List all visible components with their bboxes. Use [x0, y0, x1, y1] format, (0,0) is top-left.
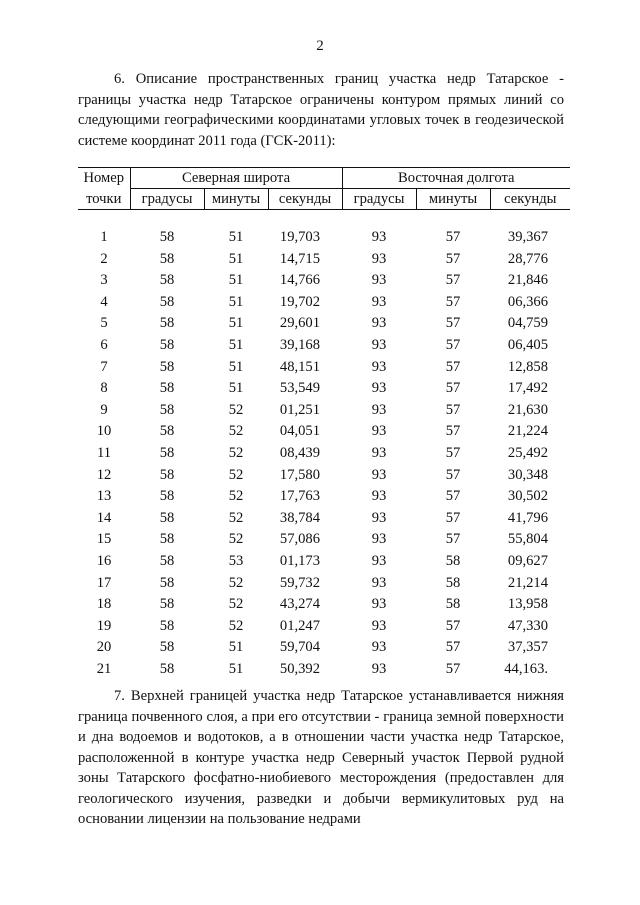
cell-north-min: 51	[228, 639, 244, 656]
cell-point-number: 21	[96, 660, 112, 677]
table-row	[78, 378, 570, 400]
cell-east-sec: 21,214	[507, 574, 549, 591]
cell-east-sec: 21,630	[507, 401, 549, 418]
cell-north-min: 51	[228, 336, 244, 353]
page-number: 2	[316, 38, 324, 54]
cell-north-deg: 58	[159, 229, 175, 245]
table-row	[78, 443, 570, 465]
cell-east-sec: 06,366	[507, 293, 549, 310]
cell-east-min: 57	[445, 466, 461, 483]
header-point-sub: точки	[78, 189, 130, 210]
cell-point-number: 2	[100, 250, 108, 267]
cell-point-number: 14	[96, 509, 112, 526]
cell-point-number: 20	[96, 639, 112, 656]
cell-point-number: 13	[96, 488, 112, 505]
cell-east-min: 57	[445, 272, 461, 289]
cell-north-sec: 19,703	[279, 229, 321, 245]
cell-east-sec: 06,405	[507, 336, 549, 353]
cell-east-deg: 93	[371, 229, 387, 245]
table-row	[78, 270, 570, 292]
cell-north-min: 51	[228, 660, 244, 677]
header-east-sec: секунды	[490, 189, 570, 210]
cell-east-deg: 93	[371, 250, 387, 267]
cell-north-deg: 58	[159, 315, 175, 332]
cell-east-sec: 39,367	[507, 229, 549, 245]
cell-east-min: 58	[445, 596, 461, 613]
cell-north-sec: 04,051	[279, 423, 321, 440]
cell-east-min: 57	[445, 380, 461, 397]
section-7-paragraph: 7. Верхней границей участка недр Татарское устанавливается нижняя граница почвенного слоя, а при его отсутствии - граница земной поверхности и дна водоемов и водотоков, а в отношении части участка недр Татарское, расположенной в контуре участка недр Северный участок Первой рудной зоны Татарского фосфатно-ниобиевого месторождения (предоставлен для геологического изучения, разведки и добычи вермикулитовых руд на основании лицензии на пользование недрами	[78, 688, 564, 827]
cell-north-min: 51	[228, 358, 244, 375]
cell-north-deg: 58	[159, 293, 175, 310]
header-north-deg: градусы	[130, 189, 204, 210]
cell-point-number: 5	[100, 315, 108, 332]
cell-point-number: 19	[96, 617, 112, 634]
cell-east-deg: 93	[371, 336, 387, 353]
header-east-min: минуты	[416, 189, 490, 210]
table-row	[78, 529, 570, 551]
cell-north-min: 52	[228, 596, 244, 613]
cell-north-deg: 58	[159, 574, 175, 591]
cell-north-min: 52	[228, 509, 244, 526]
cell-east-sec: 13,958	[507, 596, 549, 613]
table-row	[78, 508, 570, 530]
cell-north-sec: 19,702	[279, 293, 321, 310]
cell-east-deg: 93	[371, 293, 387, 310]
cell-north-min: 52	[228, 488, 244, 505]
cell-east-sec: 47,330	[507, 617, 549, 634]
cell-north-deg: 58	[159, 423, 175, 440]
cell-east-sec: 17,492	[507, 380, 549, 397]
cell-east-deg: 93	[371, 660, 387, 677]
cell-east-min: 57	[445, 358, 461, 375]
cell-north-min: 52	[228, 617, 244, 634]
cell-east-min: 57	[445, 229, 461, 245]
cell-east-deg: 93	[371, 358, 387, 375]
table-row	[78, 486, 570, 508]
cell-north-sec: 50,392	[279, 660, 321, 677]
table-row	[78, 465, 570, 487]
cell-north-sec: 43,274	[279, 596, 321, 613]
cell-north-sec: 59,704	[279, 639, 321, 656]
cell-east-sec: 30,348	[507, 466, 549, 483]
cell-north-sec: 39,168	[279, 336, 321, 353]
table-row	[78, 573, 570, 595]
cell-east-min: 57	[445, 423, 461, 440]
table-header-row	[78, 168, 570, 189]
cell-north-sec: 48,151	[279, 358, 321, 375]
cell-north-sec: 14,715	[279, 250, 321, 267]
cell-north-sec: 53,549	[279, 380, 321, 397]
cell-north-deg: 58	[159, 552, 175, 569]
cell-point-number: 17	[96, 574, 112, 591]
cell-east-deg: 93	[371, 466, 387, 483]
cell-north-sec: 38,784	[279, 509, 321, 526]
cell-east-min: 58	[445, 552, 461, 569]
cell-east-deg: 93	[371, 552, 387, 569]
cell-east-min: 57	[445, 488, 461, 505]
cell-east-sec: 21,846	[507, 272, 549, 289]
cell-east-min: 57	[445, 250, 461, 267]
cell-north-min: 51	[228, 229, 244, 245]
header-point: Номер	[78, 168, 130, 189]
cell-east-deg: 93	[371, 617, 387, 634]
cell-north-deg: 58	[159, 380, 175, 397]
cell-north-min: 52	[228, 444, 244, 461]
cell-north-sec: 08,439	[279, 444, 321, 461]
cell-north-min: 52	[228, 466, 244, 483]
cell-east-sec: 55,804	[507, 531, 549, 548]
cell-point-number: 11	[96, 444, 112, 461]
table-row	[78, 421, 570, 443]
cell-east-deg: 93	[371, 423, 387, 440]
cell-east-min: 57	[445, 639, 461, 656]
table-body	[78, 210, 570, 681]
cell-point-number: 16	[96, 552, 112, 569]
cell-east-sec: 12,858	[507, 358, 549, 375]
cell-point-number: 8	[100, 380, 108, 397]
cell-north-min: 51	[228, 380, 244, 397]
coordinates-table	[78, 167, 570, 680]
cell-north-min: 52	[228, 423, 244, 440]
cell-north-min: 51	[228, 293, 244, 310]
cell-east-deg: 93	[371, 596, 387, 613]
cell-north-deg: 58	[159, 531, 175, 548]
table-row	[78, 616, 570, 638]
cell-east-sec: 28,776	[507, 250, 549, 267]
table-subheader-row	[78, 189, 570, 210]
table-row	[78, 292, 570, 314]
cell-north-sec: 01,251	[279, 401, 321, 418]
cell-east-min: 57	[445, 531, 461, 548]
cell-east-deg: 93	[371, 488, 387, 505]
cell-north-min: 52	[228, 401, 244, 418]
cell-north-deg: 58	[159, 509, 175, 526]
cell-east-deg: 93	[371, 401, 387, 418]
cell-north-min: 51	[228, 315, 244, 332]
header-east-deg: градусы	[342, 189, 416, 210]
header-north-sec: секунды	[268, 189, 342, 210]
cell-north-deg: 58	[159, 250, 175, 267]
cell-east-min: 57	[445, 617, 461, 634]
cell-east-sec: 41,796	[507, 509, 549, 526]
cell-north-deg: 58	[159, 660, 175, 677]
cell-east-deg: 93	[371, 574, 387, 591]
cell-north-sec: 57,086	[279, 531, 321, 548]
cell-east-deg: 93	[371, 315, 387, 332]
cell-east-min: 57	[445, 293, 461, 310]
cell-point-number: 6	[100, 336, 108, 353]
cell-east-min: 57	[445, 444, 461, 461]
cell-north-sec: 01,173	[279, 552, 321, 569]
cell-east-sec: 09,627	[507, 552, 549, 569]
cell-east-deg: 93	[371, 639, 387, 656]
cell-east-min: 57	[445, 401, 461, 418]
cell-north-deg: 58	[159, 466, 175, 483]
cell-point-number: 18	[96, 596, 112, 613]
cell-east-deg: 93	[371, 509, 387, 526]
cell-north-deg: 58	[159, 444, 175, 461]
cell-point-number: 7	[100, 358, 108, 375]
table-row	[78, 227, 570, 249]
cell-north-sec: 29,601	[279, 315, 321, 332]
table-row	[78, 637, 570, 659]
cell-point-number: 12	[96, 466, 112, 483]
cell-point-number: 9	[100, 401, 108, 418]
header-east-longitude: Восточная долгота	[342, 168, 570, 189]
cell-north-deg: 58	[159, 358, 175, 375]
cell-north-sec: 59,732	[279, 574, 321, 591]
cell-east-min: 57	[445, 315, 461, 332]
cell-north-deg: 58	[159, 488, 175, 505]
cell-north-min: 52	[228, 574, 244, 591]
header-north-latitude: Северная широта	[130, 168, 342, 189]
section-6-paragraph: 6. Описание пространственных границ участка недр Татарское - границы участка недр Татарское ограничены контуром прямых линий со следующими географическими координатами угловых точек в геодезической системе координат 2011 года (ГСК-2011):	[78, 71, 564, 149]
table-row	[78, 659, 570, 681]
cell-east-min: 57	[445, 660, 461, 677]
cell-east-deg: 93	[371, 272, 387, 289]
cell-north-deg: 58	[159, 617, 175, 634]
table-row	[78, 313, 570, 335]
cell-east-sec: 25,492	[507, 444, 549, 461]
cell-east-sec: 44,163.	[504, 660, 549, 677]
cell-point-number: 10	[96, 423, 112, 440]
table-row	[78, 335, 570, 357]
cell-north-deg: 58	[159, 596, 175, 613]
cell-north-sec: 17,580	[279, 466, 321, 483]
table-row	[78, 594, 570, 616]
cell-east-sec: 21,224	[507, 423, 549, 440]
cell-east-deg: 93	[371, 444, 387, 461]
cell-point-number: 3	[100, 272, 108, 289]
cell-north-min: 53	[228, 552, 244, 569]
cell-east-sec: 04,759	[507, 315, 549, 332]
cell-north-deg: 58	[159, 401, 175, 418]
cell-east-min: 57	[445, 336, 461, 353]
cell-north-min: 51	[228, 272, 244, 289]
table-row	[78, 357, 570, 379]
cell-north-min: 52	[228, 531, 244, 548]
cell-north-min: 51	[228, 250, 244, 267]
cell-north-deg: 58	[159, 336, 175, 353]
cell-east-min: 57	[445, 509, 461, 526]
table-row	[78, 551, 570, 573]
cell-east-min: 58	[445, 574, 461, 591]
cell-north-deg: 58	[159, 272, 175, 289]
cell-east-sec: 37,357	[507, 639, 549, 656]
table-row	[78, 249, 570, 271]
header-north-min: минуты	[204, 189, 268, 210]
cell-east-deg: 93	[371, 380, 387, 397]
cell-point-number: 15	[96, 531, 112, 548]
cell-north-sec: 17,763	[279, 488, 321, 505]
cell-north-sec: 14,766	[279, 272, 321, 289]
cell-east-sec: 30,502	[507, 488, 549, 505]
cell-point-number: 4	[100, 293, 108, 310]
table-row	[78, 400, 570, 422]
cell-north-sec: 01,247	[279, 617, 321, 634]
cell-point-number: 1	[100, 229, 108, 245]
cell-north-deg: 58	[159, 639, 175, 656]
table-spacer-row	[78, 210, 570, 228]
cell-east-deg: 93	[371, 531, 387, 548]
